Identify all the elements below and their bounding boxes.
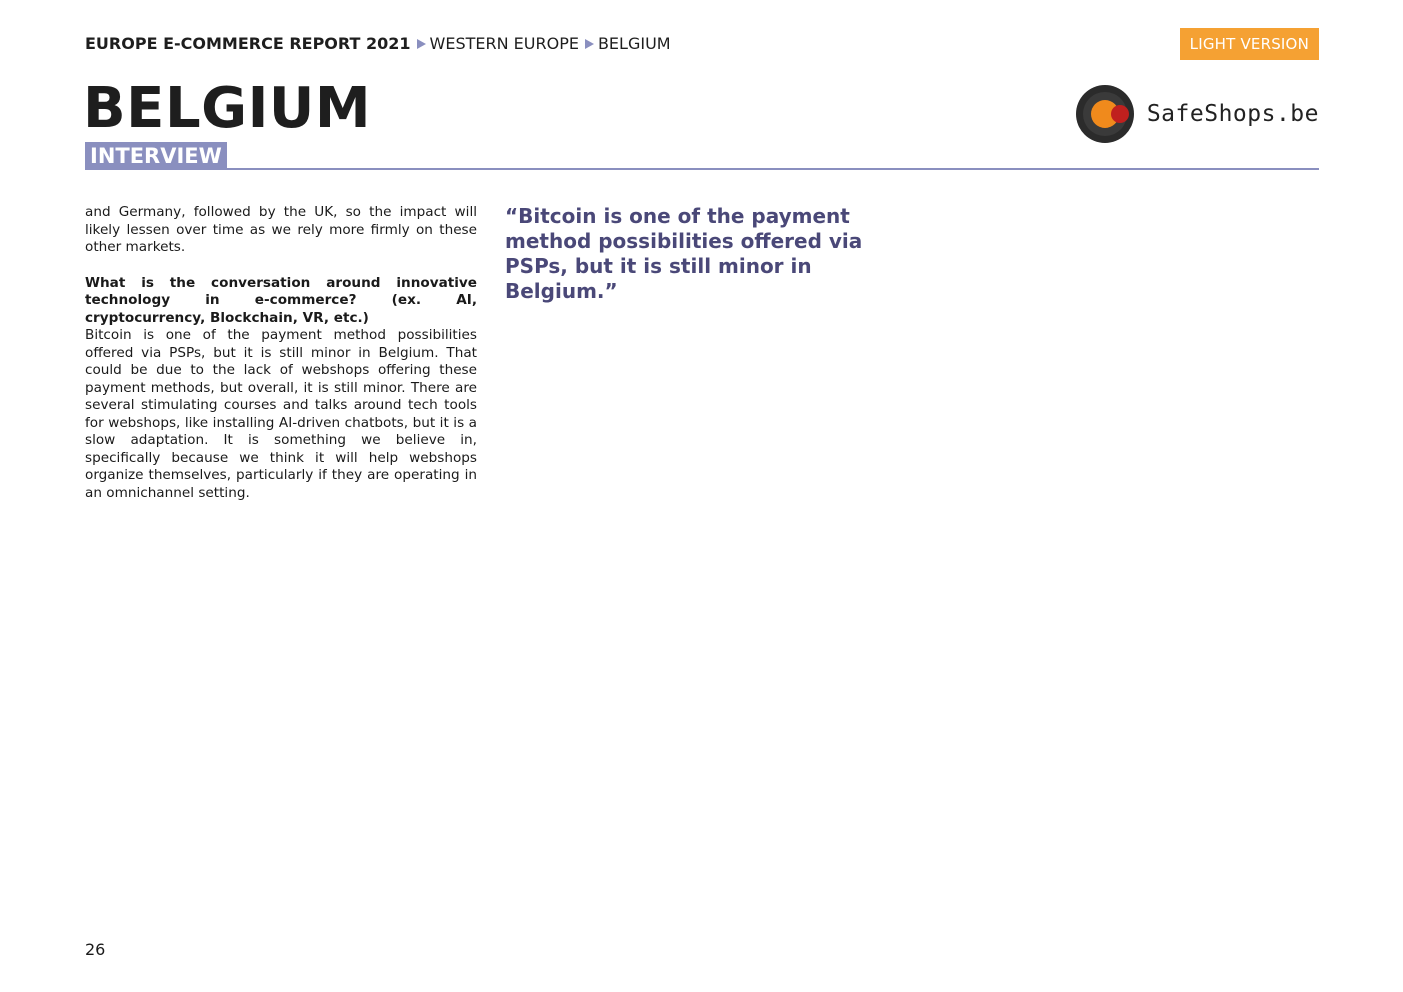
safeshops-logo-icon [1075,84,1135,144]
safeshops-logo [1075,84,1319,144]
section-tag: INTERVIEW [85,142,227,169]
body-paragraph: and Germany, followed by the UK, so the impact will likely lessen over time as we rely more firmly on these other markets. [85,204,477,255]
report-title: EUROPE E-COMMERCE REPORT 2021 [85,34,411,53]
logo-text: SafeShops.be [1146,101,1319,127]
breadcrumb-arrow-icon [585,39,594,49]
interview-answer: Bitcoin is one of the payment method possibilities offered via PSPs, but it is still minor in Belgium. That could be due to the lack of webshops offering these payment methods, but overall, it is still minor. There are several stimulating courses and talks around tech tools for webshops, like installing AI-driven chatbots, but it is a slow adaptation. It is something we believe in, specifically because we think it will help webshops organize themselves, particularly if they are operating in an omnichannel setting. [85,327,477,501]
breadcrumb [85,33,671,55]
page-title: BELGIUM [83,76,372,141]
header-divider [85,168,1319,170]
light-version-badge: LIGHT VERSION [1180,28,1319,60]
page-number: 26 [85,940,106,959]
breadcrumb-country[interactable]: BELGIUM [597,34,671,53]
pull-quote: “Bitcoin is one of the payment method possibilities offered via PSPs, but it is still minor in Belgium.” [505,204,863,303]
interview-question: What is the conversation around innovative technology in e-commerce? (ex. AI, cryptocurrency, Blockchain, VR, etc.) [85,274,477,326]
breadcrumb-region[interactable]: WESTERN EUROPE [429,34,579,53]
article-body [85,204,477,502]
breadcrumb-arrow-icon [417,39,426,49]
